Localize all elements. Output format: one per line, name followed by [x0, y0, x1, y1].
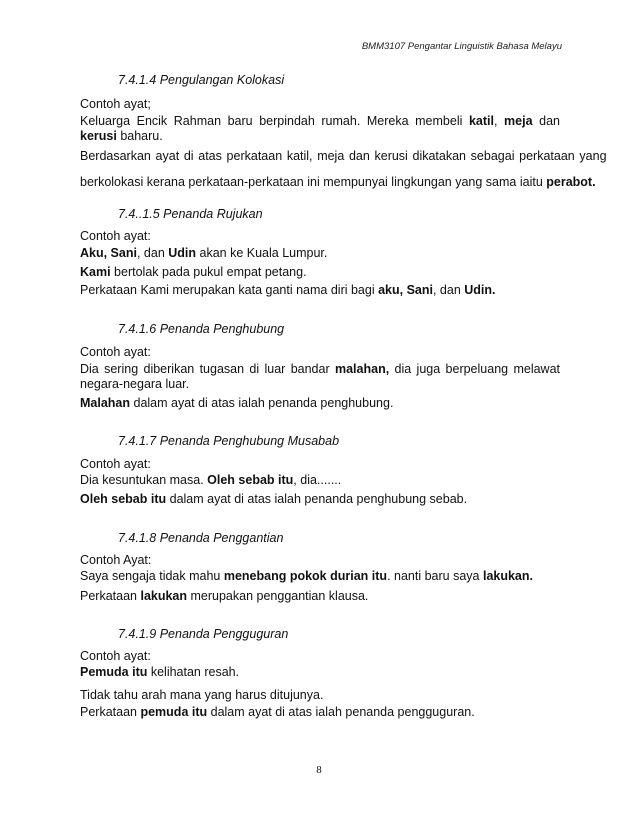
example-sentence: Keluarga Encik Rahman baru berpindah rumah. Mereka membeli katil, meja dan kerusi baharu.	[80, 114, 560, 143]
example-sentence: Kami bertolak pada pukul empat petang.	[80, 265, 307, 279]
example-sentence: Tidak tahu arah mana yang harus ditujunya.	[80, 688, 324, 702]
section-heading: 7.4.1.6 Penanda Penghubung	[118, 322, 285, 336]
example-sentence: Dia kesuntukan masa. Oleh sebab itu, dia.......	[80, 473, 342, 487]
example-sentence: Pemuda itu kelihatan resah.	[80, 665, 240, 679]
explanation-text: Perkataan lakukan merupakan penggantian klausa.	[80, 589, 369, 603]
example-label: Contoh ayat;	[80, 97, 151, 111]
explanation-text: Oleh sebab itu dalam ayat di atas ialah penanda penghubung sebab.	[80, 492, 468, 506]
explanation-text: Perkataan Kami merupakan kata ganti nama diri bagi aku, Sani, dan Udin.	[80, 283, 496, 297]
example-label: Contoh ayat:	[80, 649, 151, 663]
example-label: Contoh ayat:	[80, 457, 151, 471]
section-heading: 7.4.1.8 Penanda Penggantian	[118, 531, 284, 545]
section-heading: 7.4.1.4 Pengulangan Kolokasi	[118, 73, 285, 87]
example-sentence: Saya sengaja tidak mahu menebang pokok durian itu. nanti baru saya lakukan.	[80, 569, 533, 583]
section-heading: 7.4.1.9 Penanda Pengguguran	[118, 627, 289, 641]
explanation-text: Perkataan pemuda itu dalam ayat di atas ialah penanda pengguguran.	[80, 705, 475, 719]
explanation-text: Malahan dalam ayat di atas ialah penanda penghubung.	[80, 396, 394, 410]
section-heading: 7.4..1.5 Penanda Rujukan	[118, 207, 263, 221]
running-header: BMM3107 Pengantar Linguistik Bahasa Melayu	[361, 41, 562, 52]
example-sentence: Dia sering diberikan tugasan di luar bandar malahan, dia juga berpeluang melawat negara-negara luar.	[80, 362, 560, 391]
explanation-text: berkolokasi kerana perkataan-perkataan ini mempunyai lingkungan yang sama iaitu perabot.	[80, 175, 596, 189]
example-sentence: Aku, Sani, dan Udin akan ke Kuala Lumpur.	[80, 246, 328, 260]
example-label: Contoh ayat:	[80, 229, 151, 243]
example-label: Contoh Ayat:	[80, 553, 152, 567]
section-heading: 7.4.1.7 Penanda Penghubung Musabab	[118, 434, 340, 448]
explanation-text: Berdasarkan ayat di atas perkataan katil, meja dan kerusi dikatakan sebagai perkataan yang	[80, 149, 607, 163]
example-label: Contoh ayat:	[80, 345, 151, 359]
page-number: 8	[316, 764, 322, 776]
